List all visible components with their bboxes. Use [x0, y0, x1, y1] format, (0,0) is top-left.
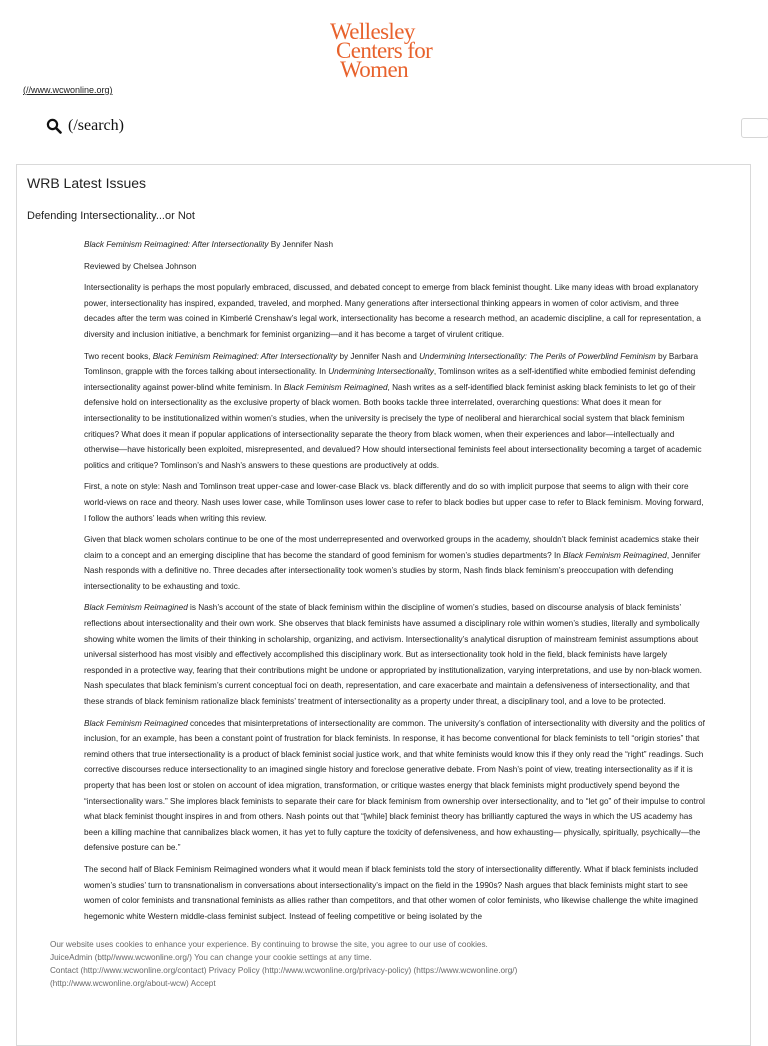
accept-link[interactable]: (http://www.wcwonline.org/about-wcw) Accept — [50, 979, 216, 988]
book-author: By Jennifer Nash — [268, 240, 334, 249]
cookie-settings-link[interactable]: JuiceAdmin (bttp//www.wcwonline.org/) You can change your cookie settings at any time. — [50, 953, 372, 962]
logo-line-2: Centers for — [336, 38, 433, 63]
paragraph-5: Black Feminism Reimagined is Nash’s account of the state of black feminism within the discipline of women’s studies, based on discourse analysis of black feminists’ reflections about intersectionality and their own work. She observes that black feminists have assumed a disciplinary role within women’s studies, literally and symbolically showing white women the limits of their thinking in scholarship, organizing, and activism. Intersectionality’s analytical disruption of mainstream feminist assumptions about universal sisterhood has most visibly and effectively accomplished this disciplinary work. But as intersectionality took hold in the field, black feminists have largely responded in a protective way, fearing that their contributions might be undone or appropriated by institutionalization, varying interpretations, and use by non-black women. Nash speculates that black feminism’s current conceptual foci on death, representation, and care exacerbate and maintain a defensiveness of intersectionality, and that these strands of black feminism rationalize black feminists’ treatment of intersectionality as a property under threat, a disciplinary tool, and a love to be protected. — [84, 603, 702, 707]
article-title: Defending Intersectionality...or Not — [27, 210, 195, 222]
paragraph-3: First, a note on style: Nash and Tomlinson treat upper-case and lower-case Black vs. black differently and do so with implicit purpose that seems to align with their core world-views on race and theory. Nash uses lower case, while Tomlinson uses lower case to refer to black bodies but upper case to refer to Black feminism. Moving forward, I follow the authors’ leads when writing this review. — [84, 482, 704, 523]
footer-links[interactable]: Contact (http://www.wcwonline.org/contact) Privacy Policy (http://www.wcwonline.org/privacy-policy) (https://www.wcwonline.org/) — [50, 966, 518, 975]
reviewer-credit: Reviewed by Chelsea Johnson — [84, 261, 197, 271]
book-citation — [84, 237, 706, 253]
search-icon — [46, 118, 62, 134]
paragraph-4: Given that black women scholars continue to be one of the most underrepresented and overworked groups in the academy, shouldn’t black feminist academics stake their claim to a concept and an emerging discipline that has become the standard of good feminism for women’s studies departments? In Black Feminism Reimagined, Jennifer Nash responds with a definitive no. Three decades after intersectionality took women’s studies by storm, Nash finds black feminism’s preoccupation with defending intersectionality to be exhausting and toxic. — [84, 535, 701, 591]
search-link[interactable] — [46, 117, 124, 135]
paragraph-2: Two recent books, Black Feminism Reimagined: After Intersectionality by Jennifer Nash and Undermining Intersectionality: The Perils of Powerblind Feminism by Barbara Tomlinson, grapple with the forces talking about intersectionality. In Undermining Intersectionality, Tomlinson writes as a self-identified white embodied feminist defending intersectionality against power-blind white feminism. In Black Feminism Reimagined, Nash writes as a self-identified black feminist asking black feminists to let go of their defensive hold on intersectionality as the exclusive property of black women. Both books tackle three interrelated, overarching questions: What does it mean for intersectionality to be institutionalized within women’s studies, when the university is precisely the type of neoliberal and hierarchical social system that black feminism critiques? What does it mean if popular applications of intersectionality separate the theory from black women, when their experiences and labor—intellectually and otherwise—have historically been exploited, misrepresented, and devalued? How should intersectional feminists feel about intersectionality becoming a target of academic politics and critique? Tomlinson’s and Nash’s answers to these questions are productively at odds. — [84, 351, 702, 470]
latest-issues-panel — [16, 164, 751, 1046]
panel-title: WRB Latest Issues — [27, 175, 147, 191]
book-title: Black Feminism Reimagined: After Intersectionality — [84, 240, 269, 249]
menu-toggle-button[interactable] — [741, 118, 768, 138]
wcw-logo[interactable] — [300, 19, 470, 82]
logo-line-3: Women — [340, 57, 408, 82]
cookie-banner-overlay — [50, 938, 710, 990]
cookie-notice-text: Our website uses cookies to enhance your experience. By continuing to browse the site, you agree to our use of cookies. — [50, 940, 488, 949]
search-label: (/search) — [68, 117, 124, 134]
paragraph-1: Intersectionality is perhaps the most popularly embraced, discussed, and debated concept to emerge from black feminist thought. Like many ideas with broad explanatory power, intersectionality has inspired, expanded, traveled, and morphed. Many generations after intersectional thinking appears in women of color activism, and three decades after the term was coined in Kimberlé Crenshaw’s legal work, intersectionality has become a research method, an academic discipline, a call for representation, a diversity and inclusion initiative, a benchmark for feminist organizing—and it has become a target of virulent critique. — [84, 283, 701, 339]
home-link[interactable]: (//www.wcwonline.org) — [23, 85, 113, 95]
article-body — [84, 237, 706, 930]
paragraph-6: Black Feminism Reimagined concedes that misinterpretations of intersectionality are common. The university’s conflation of intersectionality with diversity and the politics of inclusion, for an example, has been a constant point of frustration for black feminists. In response, it has become conventional for black feminists to tell “origin stories” that remind others that true intersectionality is a product of black feminist social justice work, and that white feminists would know this if they only read the “right” readings. Such corrective discourses reduce intersectionality to an imagined single history and foreclose generative debate. From Nash’s point of view, treating intersectionality as if it is property that has been lost or stolen on account of idea migration, transformation, or critique wastes energy that black feminists might productively spend beyond the “intersectionality wars.” She implores black feminists to separate their care for black feminism from ownership over intersectionality, and to “let go” of their impulse to control what black feminist thought inspires in and from others. Nash points out that “[while] black feminist theory has brilliantly captured the ways in which the US academy has been a killing machine that cannibalizes black women, it has yet to fully capture the toxicity of defensiveness, and how exhausting— physically, spiritually, psychically—the defensive posture can be.” — [84, 718, 705, 853]
paragraph-7: The second half of Black Feminism Reimagined wonders what it would mean if black feminists told the story of intersectionality differently. What if black feminists included women’s studies’ turn to transnationalism in conversations about intersectionality’s impact on the field in the 1990s? Nash argues that black feminists might start to see women of color feminists and transnational feminists as allies rather than competitors, and that other women of color feminists, who likewise challenge the white imagined hegemonic white Western middle-class feminist subject. Instead of feeling competitive or being isolated by the — [84, 864, 699, 921]
logo-line-1: Wellesley — [330, 19, 415, 44]
